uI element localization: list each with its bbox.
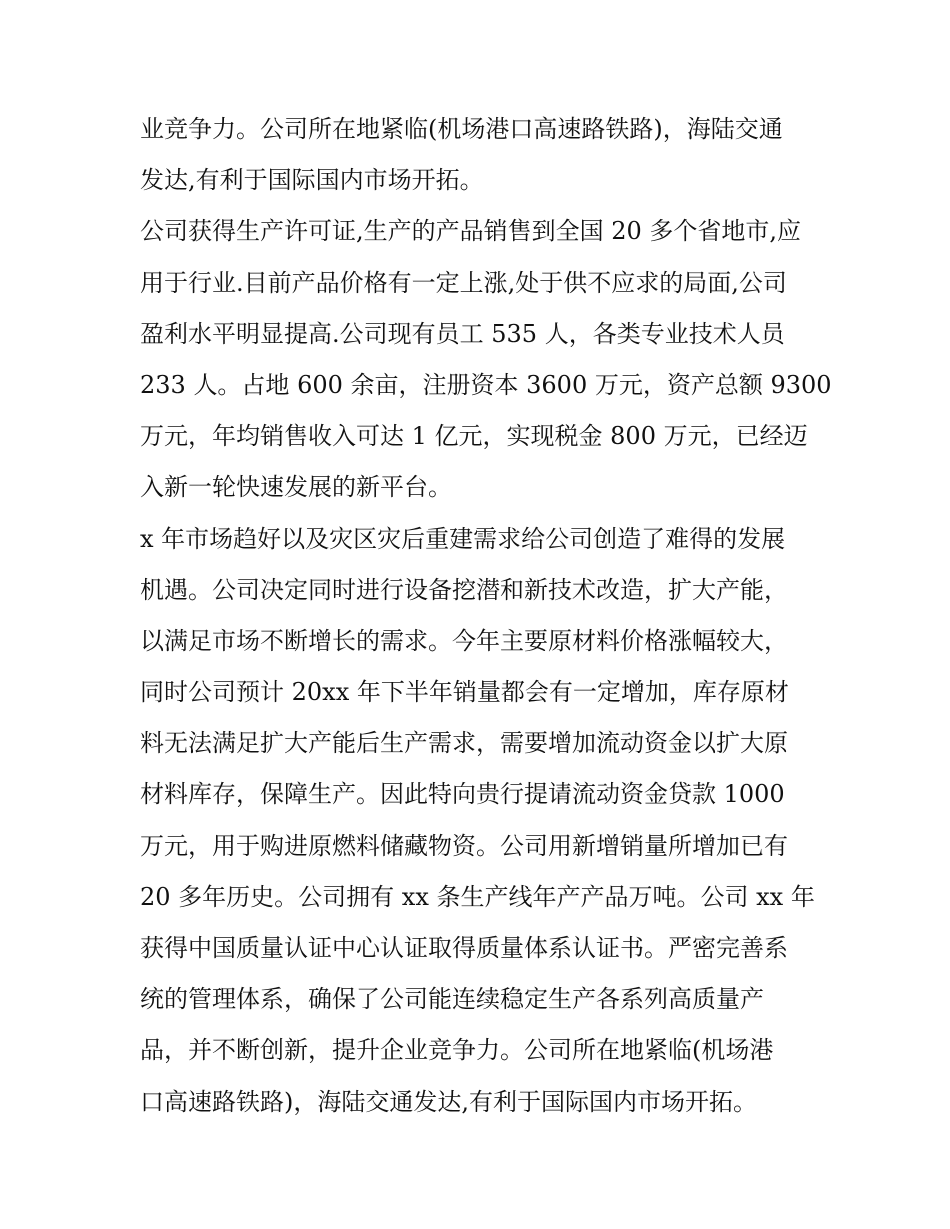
text-line: 机遇。公司决定同时进行设备挖潜和新技术改造，扩大产能， [140,575,788,604]
text-line: 盈利水平明显提高.公司现有员工 535 人，各类专业技术人员 [140,319,785,348]
text-line: 统的管理体系，确保了公司能连续稳定生产各系列高质量产 [140,985,764,1014]
text-line: 233 人。占地 600 余亩，注册资本 3600 万元，资产总额 9300 [140,370,832,399]
text-line: 以满足市场不断增长的需求。今年主要原材料价格涨幅较大， [140,626,788,655]
text-line: 材料库存，保障生产。因此特向贵行提请流动资金贷款 1000 [140,780,785,809]
text-line: 获得中国质量认证中心认证取得质量体系认证书。严密完善系 [140,934,788,962]
text-line: 万元，用于购进原燃料储藏物资。公司用新增销量所增加已有 [140,831,788,860]
text-line: 品，并不断创新，提升企业竞争力。公司所在地紧临(机场港 [140,1036,774,1065]
text-line: 20 多年历史。公司拥有 xx 条生产线年产产品万吨。公司 xx 年 [140,882,815,911]
text-line: 万元，年均销售收入可达 1 亿元，实现税金 800 万元，已经迈 [140,422,808,451]
text-line: 公司获得生产许可证,生产的产品销售到全国 20 多个省地市,应 [140,217,802,246]
text-line: 同时公司预计 20xx 年下半年销量都会有一定增加，库存原材 [140,678,789,707]
text-line: 业竞争力。公司所在地紧临(机场港口高速路铁路)，海陆交通 [140,115,783,143]
text-line: 用于行业.目前产品价格有一定上涨,处于供不应求的局面,公司 [140,268,787,297]
text-line: 发达,有利于国际国内市场开拓。 [140,166,484,195]
text-line: x 年市场趋好以及灾区灾后重建需求给公司创造了难得的发展 [140,524,786,553]
body-text [140,104,832,1128]
text-line: 入新一轮快速发展的新平台。 [140,473,452,502]
text-line: 口高速路铁路)，海陆交通发达,有利于国际国内市场开拓。 [140,1087,757,1116]
text-line: 料无法满足扩大产能后生产需求，需要增加流动资金以扩大原 [140,729,788,758]
